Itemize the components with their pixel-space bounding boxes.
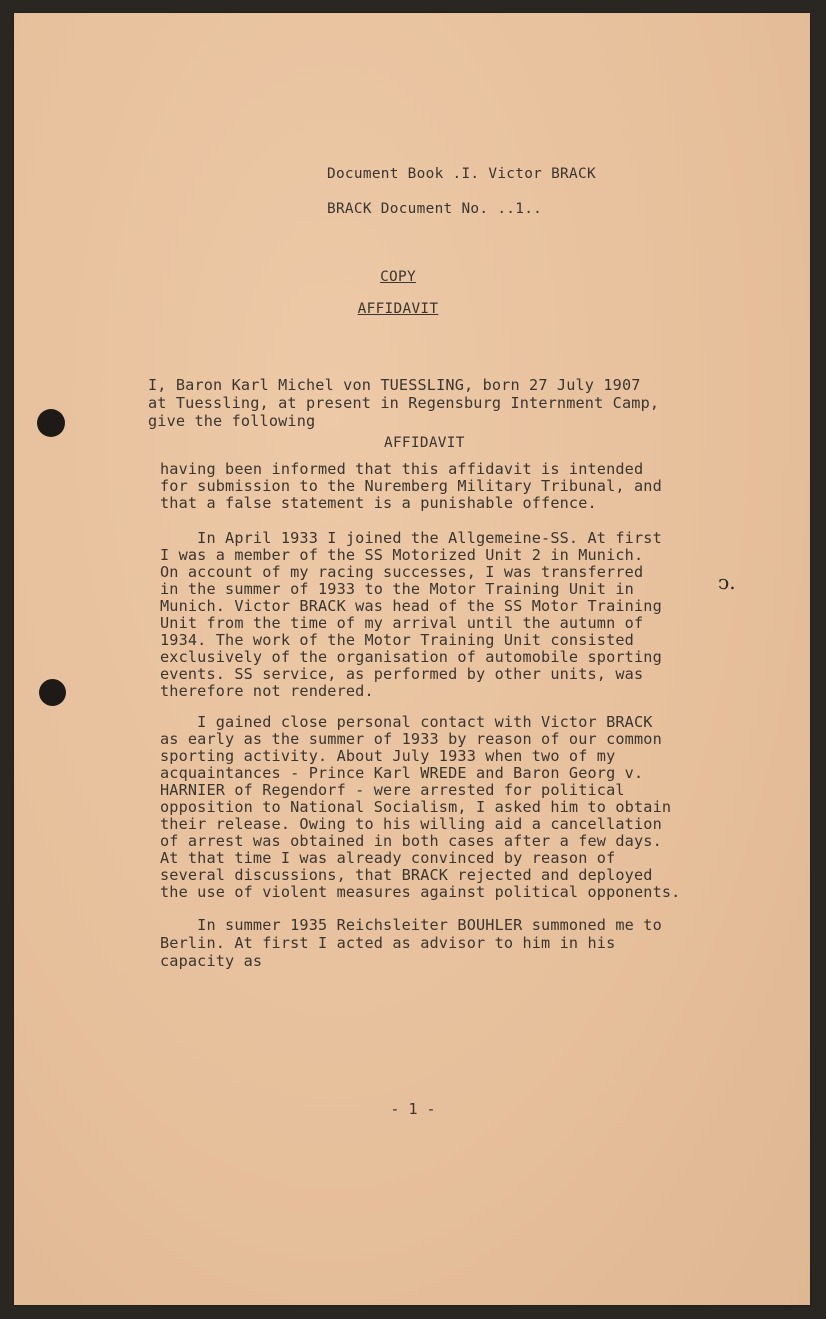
contact-line: HARNIER of Regendorf - were arrested for political	[160, 781, 625, 799]
april-line: therefore not rendered.	[160, 682, 374, 700]
informed-line: that a false statement is a punishable offence.	[160, 494, 597, 512]
informed-line: for submission to the Nuremberg Military Tribunal, and	[160, 477, 662, 495]
informed-line: having been informed that this affidavit is intended	[160, 460, 644, 478]
contact-line: acquaintances - Prince Karl WREDE and Baron Georg v.	[160, 764, 644, 782]
april-line: Unit from the time of my arrival until the autumn of	[160, 614, 644, 632]
document-book-line: Document Book .I. Victor BRACK	[327, 166, 596, 182]
copy-title: COPY	[380, 269, 416, 285]
april-line: On account of my racing successes, I was transferred	[160, 563, 644, 581]
april-line: 1934. The work of the Motor Training Unit consisted	[160, 631, 634, 649]
affidavit-title: AFFIDAVIT	[357, 301, 439, 317]
intro-line: at Tuessling, at present in Regensburg Internment Camp,	[148, 394, 660, 412]
page-number: - 1 -	[390, 1100, 436, 1118]
contact-line: sporting activity. About July 1933 when two of my	[160, 747, 616, 765]
contact-line: the use of violent measures against political opponents.	[160, 883, 681, 901]
april-line: exclusively of the organisation of automobile sporting	[160, 648, 662, 666]
april-line: In April 1933 I joined the Allgemeine-SS. At first	[160, 529, 662, 547]
intro-line: give the following	[148, 412, 316, 430]
contact-line: several discussions, that BRACK rejected and deployed	[160, 866, 653, 884]
april-line: events. SS service, as performed by other units, was	[160, 665, 644, 683]
contact-line: opposition to National Socialism, I asked him to obtain	[160, 798, 672, 816]
intro-line: I, Baron Karl Michel von TUESSLING, born 27 July 1907	[148, 376, 641, 394]
summer-line: In summer 1935 Reichsleiter BOUHLER summoned me to	[160, 916, 662, 934]
april-line: I was a member of the SS Motorized Unit 2 in Munich.	[160, 546, 644, 564]
contact-line: of arrest was obtained in both cases after a few days.	[160, 832, 662, 850]
contact-line: At that time I was already convinced by reason of	[160, 849, 616, 867]
april-line: Munich. Victor BRACK was head of the SS Motor Training	[160, 597, 662, 615]
summer-line: Berlin. At first I acted as advisor to him in his	[160, 934, 616, 952]
contact-line: their release. Owing to his willing aid a cancellation	[160, 815, 662, 833]
april-line: in the summer of 1933 to the Motor Training Unit in	[160, 580, 634, 598]
brack-document-number: BRACK Document No. ..1..	[327, 201, 543, 217]
contact-line: I gained close personal contact with Victor BRACK	[160, 713, 653, 731]
punch-hole-bottom	[39, 679, 66, 706]
affidavit-inline-heading: AFFIDAVIT	[384, 435, 465, 451]
summer-line: capacity as	[160, 952, 263, 970]
punch-hole-top	[37, 409, 65, 437]
handwritten-mark: ↄ.	[718, 570, 736, 594]
contact-line: as early as the summer of 1933 by reason of our common	[160, 730, 662, 748]
